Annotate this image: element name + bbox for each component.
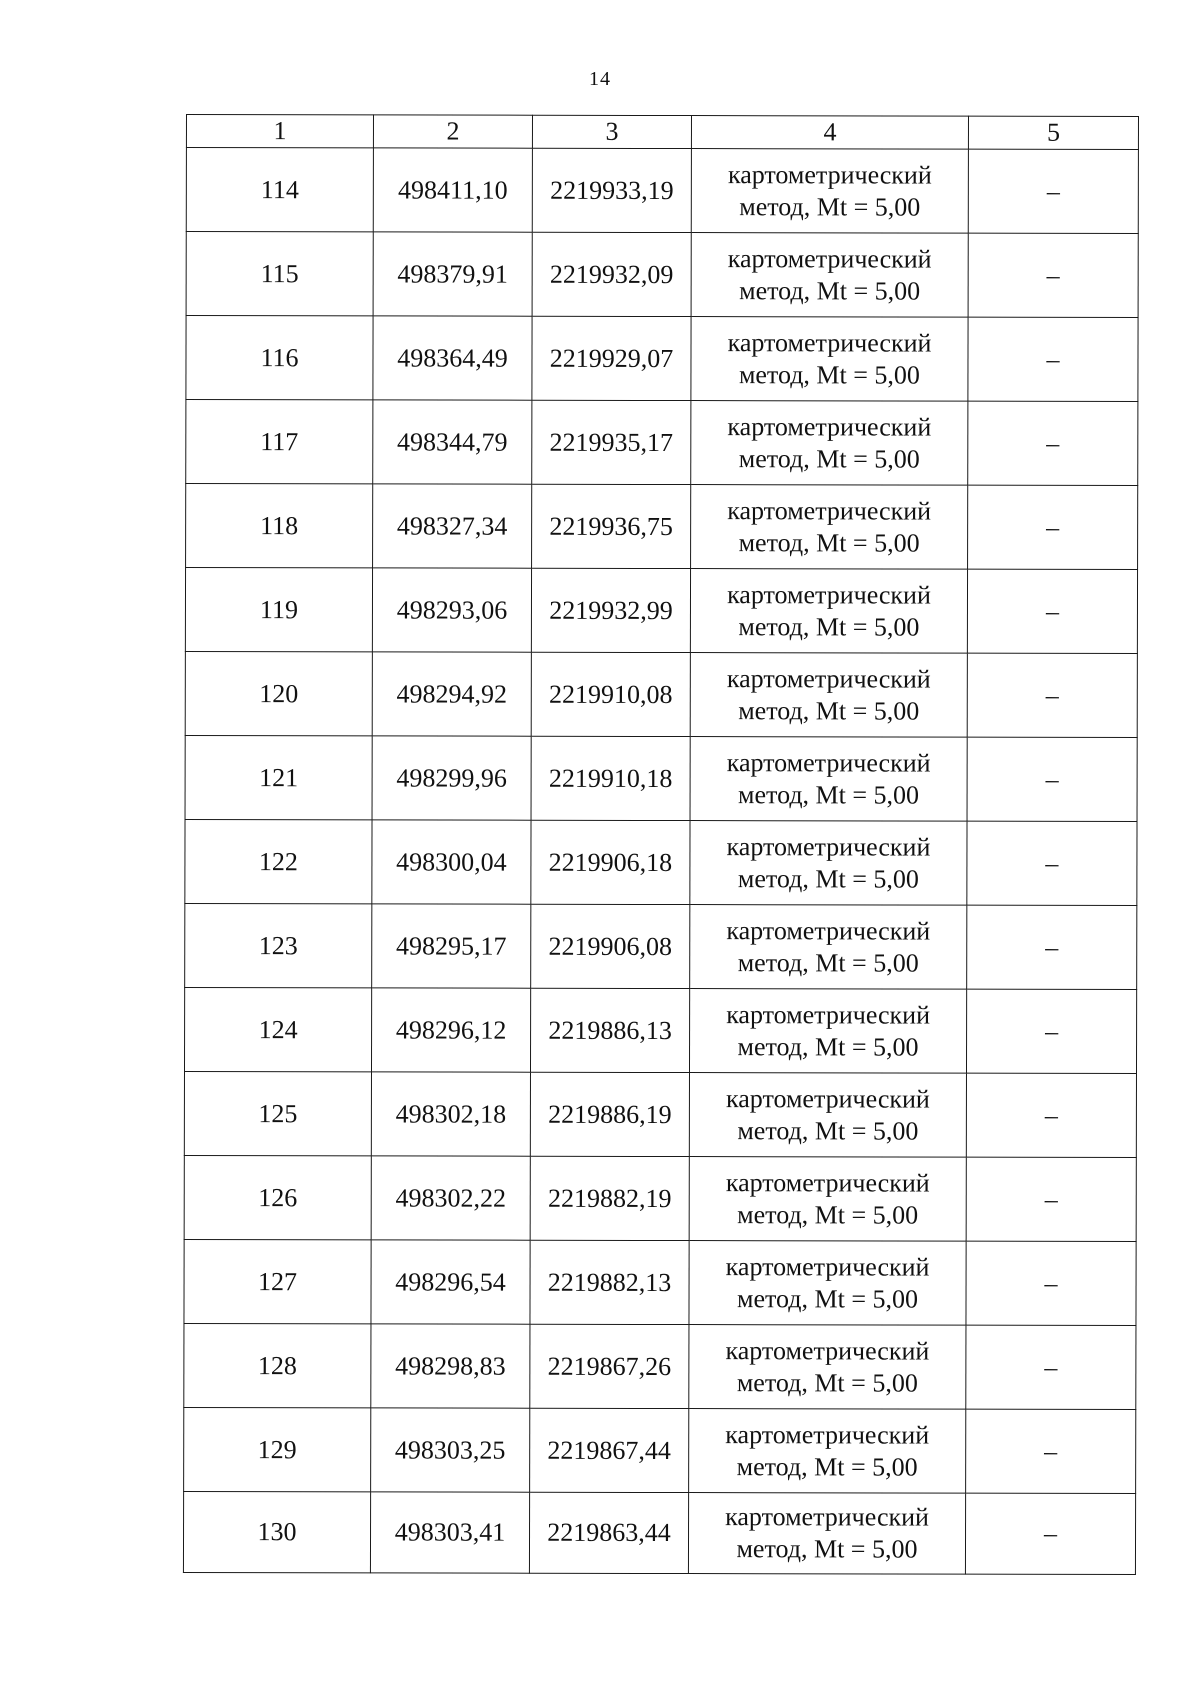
method-line-2: метод, Mt = 5,00 (738, 695, 920, 726)
x-coordinate-cell: 498295,17 (372, 904, 531, 988)
point-number-cell: 114 (186, 148, 373, 232)
column-header-3: 3 (532, 115, 691, 148)
y-coordinate-cell: 2219935,17 (532, 400, 691, 484)
point-number-cell: 122 (185, 819, 372, 903)
method-cell (690, 905, 967, 990)
table-row (184, 1239, 1136, 1325)
note-cell: – (966, 1325, 1136, 1409)
x-coordinate-cell: 498302,22 (371, 1156, 530, 1240)
method-line-2: метод, Mt = 5,00 (737, 1199, 919, 1230)
point-number-cell: 123 (185, 903, 372, 987)
column-header-4: 4 (691, 116, 968, 150)
table-row (184, 1323, 1136, 1409)
y-coordinate-cell: 2219867,44 (530, 1408, 689, 1492)
table-row (186, 148, 1138, 234)
x-coordinate-cell: 498298,83 (371, 1324, 530, 1408)
method-line-2: метод, Mt = 5,00 (737, 1031, 919, 1062)
note-cell: – (967, 737, 1137, 821)
x-coordinate-cell: 498344,79 (373, 400, 532, 484)
table-row (185, 903, 1137, 989)
x-coordinate-cell: 498303,41 (370, 1492, 529, 1573)
method-line-1: картометрический (727, 411, 932, 442)
method-cell (689, 989, 966, 1074)
point-number-cell: 116 (186, 316, 373, 400)
note-cell: – (967, 653, 1137, 737)
method-line-2: метод, Mt = 5,00 (738, 527, 920, 558)
method-line-1: картометрический (727, 495, 932, 526)
table-row (186, 400, 1138, 486)
table-row (185, 651, 1137, 737)
method-line-2: метод, Mt = 5,00 (736, 1451, 918, 1482)
y-coordinate-cell: 2219882,19 (530, 1156, 689, 1240)
method-cell (691, 485, 968, 570)
x-coordinate-cell: 498293,06 (372, 568, 531, 652)
coordinates-table (183, 114, 1139, 1575)
x-coordinate-cell: 498327,34 (373, 484, 532, 568)
method-line-2: метод, Mt = 5,00 (738, 443, 920, 474)
table-row (185, 568, 1137, 654)
note-cell: – (967, 905, 1137, 989)
point-number-cell: 121 (185, 735, 372, 819)
point-number-cell: 124 (184, 987, 371, 1071)
y-coordinate-cell: 2219932,99 (531, 568, 690, 652)
column-header-1: 1 (186, 115, 373, 148)
point-number-cell: 130 (183, 1491, 370, 1572)
point-number-cell: 118 (186, 484, 373, 568)
method-line-1: картометрический (726, 999, 931, 1030)
method-cell (690, 821, 967, 906)
method-line-1: картометрический (727, 327, 932, 358)
header-row (186, 115, 1138, 150)
method-cell (690, 737, 967, 822)
point-number-cell: 125 (184, 1071, 371, 1155)
note-cell: – (966, 1073, 1136, 1157)
method-line-2: метод, Mt = 5,00 (739, 275, 921, 306)
method-cell (690, 653, 967, 738)
y-coordinate-cell: 2219933,19 (532, 148, 691, 232)
table-body (183, 148, 1138, 1575)
point-number-cell: 128 (184, 1323, 371, 1407)
table-row (184, 1071, 1136, 1157)
note-cell: – (968, 401, 1138, 485)
point-number-cell: 120 (185, 651, 372, 735)
x-coordinate-cell: 498364,49 (373, 316, 532, 400)
method-line-2: метод, Mt = 5,00 (737, 1115, 919, 1146)
note-cell: – (968, 317, 1138, 401)
y-coordinate-cell: 2219929,07 (532, 316, 691, 400)
y-coordinate-cell: 2219906,18 (531, 820, 690, 904)
method-line-1: картометрический (725, 1419, 930, 1450)
method-line-1: картометрический (727, 243, 932, 274)
method-line-1: картометрический (727, 579, 931, 610)
method-line-1: картометрический (726, 831, 931, 862)
note-cell: – (966, 1157, 1136, 1241)
table-row (184, 1407, 1136, 1493)
page-number: 14 (589, 68, 611, 90)
method-cell (689, 1241, 966, 1326)
note-cell: – (966, 1241, 1136, 1325)
point-number-cell: 119 (185, 568, 372, 652)
method-line-1: картометрический (727, 159, 932, 190)
method-cell (689, 1409, 966, 1494)
note-cell: – (965, 1493, 1135, 1574)
y-coordinate-cell: 2219867,26 (530, 1324, 689, 1408)
table-row (186, 484, 1138, 570)
y-coordinate-cell: 2219932,09 (532, 232, 691, 316)
point-number-cell: 126 (184, 1155, 371, 1239)
y-coordinate-cell: 2219936,75 (532, 484, 691, 568)
x-coordinate-cell: 498296,12 (371, 988, 530, 1072)
point-number-cell: 129 (184, 1407, 371, 1491)
method-cell (691, 149, 968, 234)
method-line-1: картометрический (726, 747, 931, 778)
method-cell (690, 569, 967, 654)
method-line-1: картометрический (726, 915, 931, 946)
method-line-2: метод, Mt = 5,00 (738, 611, 920, 642)
table-row (186, 316, 1138, 402)
method-line-1: картометрический (726, 1083, 930, 1114)
table-row (183, 1491, 1135, 1574)
y-coordinate-cell: 2219882,13 (530, 1240, 689, 1324)
method-line-1: картометрический (725, 1502, 929, 1532)
x-coordinate-cell: 498379,91 (373, 232, 532, 316)
x-coordinate-cell: 498302,18 (371, 1072, 530, 1156)
method-line-2: метод, Mt = 5,00 (736, 1367, 918, 1398)
point-number-cell: 115 (186, 232, 373, 316)
table-row (185, 819, 1137, 905)
y-coordinate-cell: 2219886,13 (530, 988, 689, 1072)
point-number-cell: 117 (186, 400, 373, 484)
method-cell (689, 1073, 966, 1158)
method-cell (691, 233, 968, 318)
method-cell (689, 1157, 966, 1242)
method-cell (691, 401, 968, 486)
method-line-2: метод, Mt = 5,00 (739, 191, 921, 222)
table-header (186, 115, 1138, 150)
y-coordinate-cell: 2219910,08 (531, 652, 690, 736)
note-cell: – (968, 149, 1138, 233)
method-line-1: картометрический (726, 663, 931, 694)
x-coordinate-cell: 498303,25 (371, 1408, 530, 1492)
method-line-2: метод, Mt = 5,00 (736, 1283, 919, 1314)
x-coordinate-cell: 498299,96 (372, 736, 531, 820)
table-row (185, 735, 1137, 821)
note-cell: – (967, 569, 1137, 653)
y-coordinate-cell: 2219906,08 (531, 904, 690, 988)
note-cell: – (966, 989, 1136, 1073)
note-cell: – (967, 821, 1137, 905)
method-line-2: метод, Mt = 5,00 (737, 863, 919, 894)
method-cell (689, 1325, 966, 1410)
note-cell: – (968, 233, 1138, 317)
method-line-2: метод, Mt = 5,00 (738, 359, 920, 390)
x-coordinate-cell: 498411,10 (373, 148, 532, 232)
method-cell (688, 1493, 965, 1575)
method-line-1: картометрический (725, 1251, 930, 1282)
method-line-2: метод, Mt = 5,00 (736, 1534, 918, 1564)
y-coordinate-cell: 2219886,19 (530, 1072, 689, 1156)
table-row (184, 1155, 1136, 1241)
method-line-2: метод, Mt = 5,00 (738, 779, 920, 810)
x-coordinate-cell: 498294,92 (372, 652, 531, 736)
table-row (184, 987, 1136, 1073)
y-coordinate-cell: 2219863,44 (529, 1492, 688, 1573)
method-line-1: картометрический (725, 1167, 930, 1198)
x-coordinate-cell: 498296,54 (371, 1240, 530, 1324)
x-coordinate-cell: 498300,04 (372, 820, 531, 904)
note-cell: – (968, 485, 1138, 569)
point-number-cell: 127 (184, 1239, 371, 1323)
method-line-2: метод, Mt = 5,00 (737, 947, 919, 978)
table-row (186, 232, 1138, 318)
note-cell: – (966, 1409, 1136, 1493)
method-cell (691, 317, 968, 402)
column-header-2: 2 (373, 115, 532, 148)
column-header-5: 5 (968, 116, 1138, 149)
y-coordinate-cell: 2219910,18 (531, 736, 690, 820)
method-line-1: картометрический (725, 1335, 930, 1366)
